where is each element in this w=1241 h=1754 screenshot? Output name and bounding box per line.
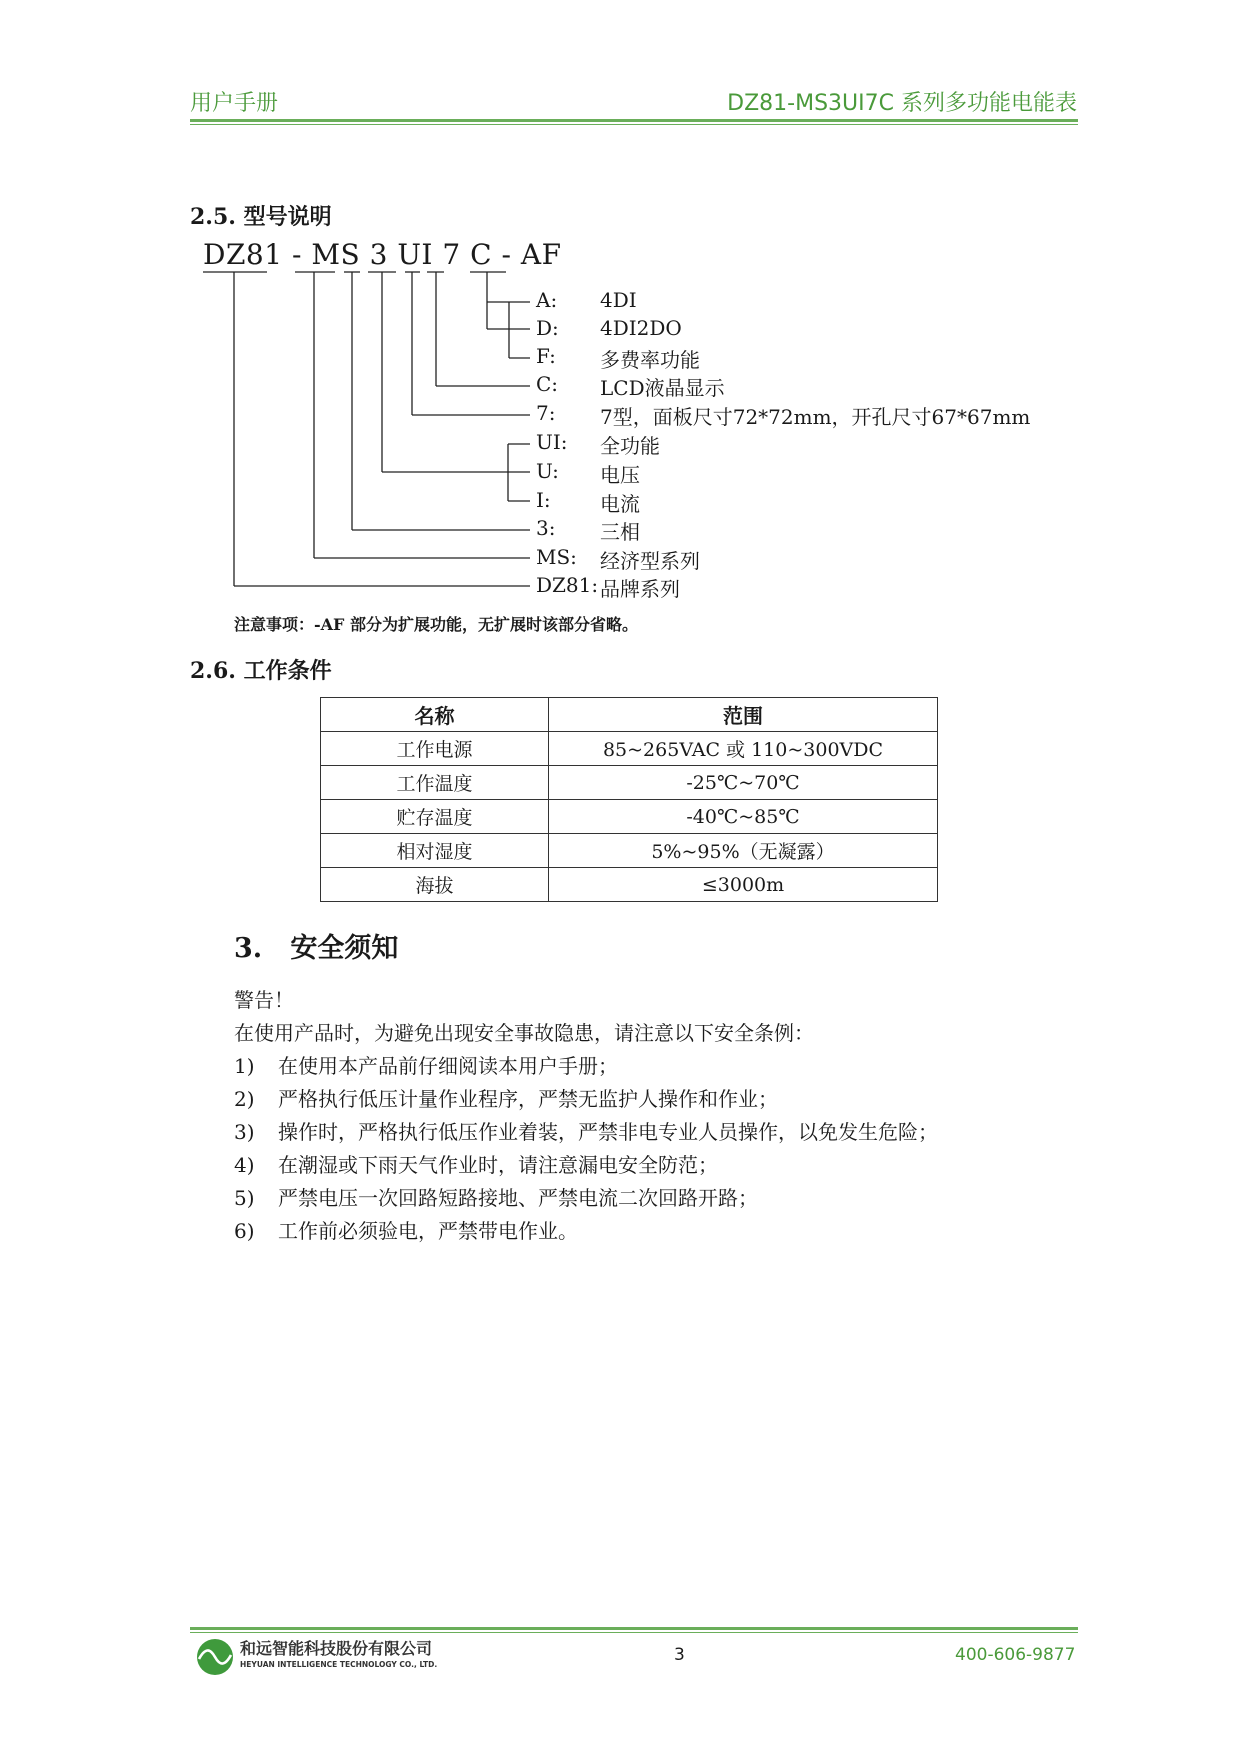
model-part-3: 3 (369, 238, 388, 271)
table-cell: 海拔 (321, 868, 549, 902)
option-code-ms: MS: (536, 545, 577, 569)
warning-label: 警告！ (234, 988, 294, 1012)
table-cell: ≤3000m (549, 868, 938, 902)
section-2-6-heading: 2.6. 工作条件 (190, 658, 332, 684)
company-logo-icon (196, 1638, 234, 1676)
table-row (321, 800, 938, 834)
model-note: 注意事项：-AF 部分为扩展功能，无扩展时该部分省略。 (234, 615, 638, 634)
option-desc-a: 4DI (600, 288, 637, 312)
model-part-ms: MS (311, 238, 361, 271)
list-item-text: 操作时，严格执行低压作业着装，严禁非电专业人员操作，以免发生危险； (278, 1120, 938, 1144)
option-code-dz81: DZ81: (536, 573, 599, 597)
footer-company-en: HEYUAN INTELLIGENCE TECHNOLOGY CO., LTD. (240, 1660, 438, 1669)
model-part-ui: UI (397, 238, 433, 271)
list-item-text: 工作前必须验电，严禁带电作业。 (278, 1219, 578, 1243)
option-code-ui: UI: (536, 430, 568, 454)
table-row (321, 766, 938, 800)
table-row (321, 834, 938, 868)
option-code-i: I: (536, 488, 551, 512)
option-code-d: D: (536, 316, 559, 340)
model-part-7: 7 (442, 238, 461, 271)
option-desc-c: LCD液晶显示 (600, 376, 725, 400)
column-header-range: 范围 (549, 698, 938, 732)
section-3-heading: 3. 安全须知 (234, 933, 399, 964)
list-item-number: 2) (234, 1087, 255, 1111)
list-item (234, 1116, 938, 1145)
option-code-u: U: (536, 459, 559, 483)
option-code-a: A: (536, 288, 558, 312)
footer-company-cn: 和远智能科技股份有限公司 (240, 1639, 433, 1658)
model-part-af: AF (520, 238, 562, 271)
safety-intro: 在使用产品时，为避免出现安全事故隐患，请注意以下安全条例： (234, 1021, 814, 1045)
table-cell: -40℃~85℃ (549, 800, 938, 834)
header-left-title: 用户手册 (190, 91, 279, 116)
table-cell: 工作温度 (321, 766, 549, 800)
footer-rule-thin (190, 1632, 1078, 1633)
list-item-number: 1) (234, 1054, 255, 1078)
table-row (321, 868, 938, 902)
option-code-7: 7: (536, 401, 556, 425)
option-code-f: F: (536, 344, 556, 368)
model-part-dash-2: - (501, 238, 512, 271)
list-item-number: 6) (234, 1219, 255, 1243)
option-desc-7: 7型，面板尺寸72*72mm，开孔尺寸67*67mm (600, 405, 1031, 429)
option-desc-i: 电流 (600, 492, 640, 516)
table-cell: 工作电源 (321, 732, 549, 766)
list-item (234, 1149, 718, 1178)
section-2-5-heading: 2.5. 型号说明 (190, 204, 332, 230)
table-row (321, 732, 938, 766)
list-item-text: 严格执行低压计量作业程序，严禁无监护人操作和作业； (278, 1087, 778, 1111)
option-desc-ms: 经济型系列 (600, 549, 700, 573)
model-part-dz81: DZ81 (203, 238, 283, 271)
option-desc-f: 多费率功能 (600, 348, 700, 372)
list-item-text: 在使用本产品前仔细阅读本用户手册； (278, 1054, 618, 1078)
option-desc-d: 4DI2DO (600, 316, 682, 340)
list-item (234, 1050, 618, 1079)
list-item-number: 3) (234, 1120, 255, 1144)
page-number: 3 (674, 1645, 685, 1665)
table-cell: 85~265VAC 或 110~300VDC (549, 732, 938, 766)
model-part-dash: - (291, 238, 302, 271)
list-item-text: 严禁电压一次回路短路接地、严禁电流二次回路开路； (278, 1186, 758, 1210)
option-desc-ui: 全功能 (600, 434, 660, 458)
table-header-row (321, 698, 938, 732)
list-item-number: 4) (234, 1153, 255, 1177)
footer-phone: 400-606-9877 (955, 1645, 1076, 1665)
table-cell: 贮存温度 (321, 800, 549, 834)
footer-rule (190, 1627, 1078, 1630)
table-cell: 5%~95%（无凝露） (549, 834, 938, 868)
header-right-title: DZ81-MS3UI7C 系列多功能电能表 (727, 91, 1077, 116)
list-item (234, 1083, 778, 1112)
option-code-3: 3: (536, 516, 556, 540)
list-item (234, 1215, 578, 1244)
option-code-c: C: (536, 372, 559, 396)
table-cell: -25℃~70℃ (549, 766, 938, 800)
model-part-c: C (470, 238, 493, 271)
list-item-number: 5) (234, 1186, 255, 1210)
option-desc-u: 电压 (600, 463, 640, 487)
option-desc-3: 三相 (600, 520, 640, 544)
list-item-text: 在潮湿或下雨天气作业时，请注意漏电安全防范； (278, 1153, 718, 1177)
column-header-name: 名称 (321, 698, 549, 732)
list-item (234, 1182, 758, 1211)
table-cell: 相对湿度 (321, 834, 549, 868)
option-desc-dz81: 品牌系列 (600, 577, 680, 601)
working-conditions-table (320, 697, 938, 902)
